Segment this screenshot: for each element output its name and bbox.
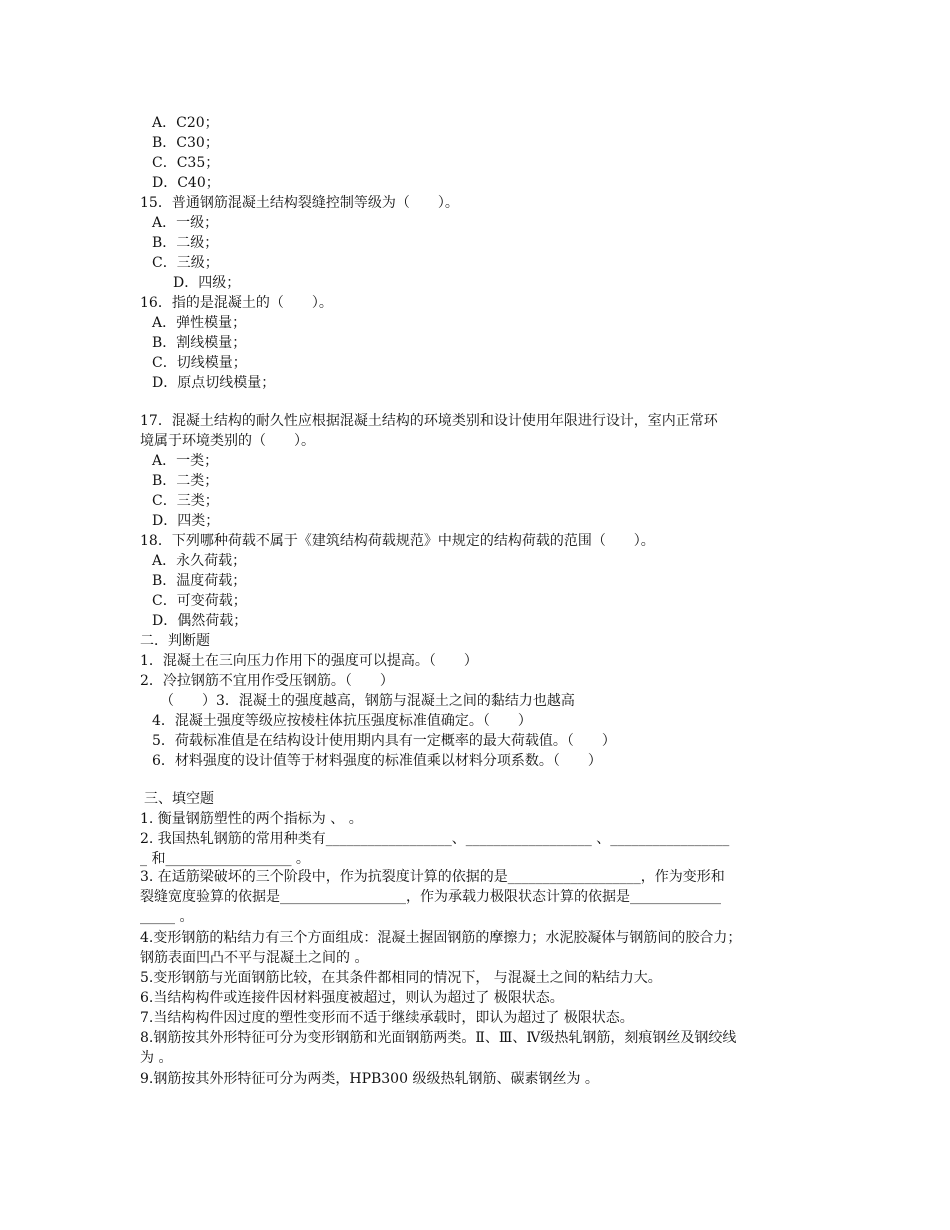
q17-question-line1: 17．混凝土结构的耐久性应根据混凝土结构的环境类别和设计使用年限进行设计，室内正常环 — [140, 413, 718, 429]
q14-option-c: C．C35； — [152, 155, 220, 171]
fill-item-9: 9.钢筋按其外形特征可分为两类，HPB300 级级热轧钢筋、碳素钢丝为 。 — [140, 1071, 599, 1087]
q17-option-c: C．三类； — [152, 493, 219, 509]
q14-option-b: B．C30； — [152, 135, 219, 151]
q16-option-a: A．弹性模量； — [152, 315, 247, 331]
q18-option-b: B．温度荷载； — [152, 573, 247, 589]
fill-item-8-line1: 8.钢筋按其外形特征可分为变形钢筋和光面钢筋两类。Ⅱ、Ⅲ、Ⅳ级热轧钢筋，刻痕钢丝及钢绞线 — [140, 1030, 737, 1046]
q16-option-c: C．切线模量； — [152, 355, 247, 371]
fill-item-7: 7.当结构构件因过度的塑性变形而不适于继续承载时，即认为超过了 极限状态。 — [140, 1010, 634, 1026]
fill-item-3-line3: _____ 。 — [140, 909, 194, 925]
q17-option-b: B．二类； — [152, 473, 219, 489]
q15-option-d: D．四级； — [173, 275, 241, 291]
tf-item-4: 4．混凝土强度等级应按棱柱体抗压强度标准值确定。（ ） — [152, 713, 532, 729]
q16-option-d: D．原点切线模量； — [152, 375, 276, 391]
q15-option-c: C．三级； — [152, 255, 219, 271]
tf-item-3: （ ）3．混凝土的强度越高，钢筋与混凝土之间的黏结力也越高 — [160, 693, 575, 709]
section-fill-blank-heading: 三、填空题 — [144, 791, 214, 807]
q17-option-d: D．四类； — [152, 513, 220, 529]
q14-option-d: D．C40； — [152, 175, 220, 191]
tf-item-5: 5．荷载标准值是在结构设计使用期内具有一定概率的最大荷载值。（ ） — [152, 733, 616, 749]
fill-item-4-line2: 钢筋表面凹凸不平与混凝土之间的 。 — [140, 950, 369, 966]
tf-item-6: 6．材料强度的设计值等于材料强度的标准值乘以材料分项系数。（ ） — [152, 753, 602, 769]
q16-option-b: B．割线模量； — [152, 335, 247, 351]
fill-item-2-line1: 2. 我国热轧钢筋的常用种类有__________________、__________________ 、_________________ — [140, 831, 730, 847]
q15-option-a: A．一级； — [152, 215, 219, 231]
q18-option-c: C．可变荷载； — [152, 593, 247, 609]
q15-option-b: B．二级； — [152, 235, 219, 251]
section-true-false-heading: 二．判断题 — [140, 633, 210, 649]
fill-item-5: 5.变形钢筋与光面钢筋比较，在其条件都相同的情况下， 与混凝土之间的粘结力大。 — [140, 970, 662, 986]
q17-option-a: A．一类； — [152, 453, 219, 469]
tf-item-1: 1．混凝土在三向压力作用下的强度可以提高。（ ） — [140, 653, 478, 669]
fill-item-2-line2: _ 和__________________ 。 — [140, 851, 310, 867]
tf-item-2: 2．冷拉钢筋不宜用作受压钢筋。（ ） — [140, 673, 394, 689]
fill-item-1: 1. 衡量钢筋塑性的两个指标为 、 。 — [140, 811, 363, 827]
q18-question: 18．下列哪种荷载不属于《建筑结构荷载规范》中规定的结构荷载的范围（ ）。 — [140, 533, 655, 549]
q18-option-a: A．永久荷载； — [152, 553, 247, 569]
q18-option-d: D．偶然荷载； — [152, 613, 248, 629]
q14-option-a: A．C20； — [152, 115, 219, 131]
q17-question-line2: 境属于环境类别的（ ）。 — [140, 433, 315, 449]
fill-item-8-line2: 为 。 — [140, 1050, 173, 1066]
fill-item-6: 6.当结构构件或连接件因材料强度被超过，则认为超过了 极限状态。 — [140, 990, 564, 1006]
q16-question: 16．指的是混凝土的（ ）。 — [140, 295, 333, 311]
fill-item-4-line1: 4.变形钢筋的粘结力有三个方面组成：混凝土握固钢筋的摩擦力；水泥胶凝体与钢筋间的胶合力； — [140, 930, 742, 946]
fill-item-3-line2: 裂缝宽度验算的依据是__________________，作为承载力极限状态计算的依据是_____________ — [140, 889, 721, 905]
q15-question: 15．普通钢筋混凝土结构裂缝控制等级为（ ）。 — [140, 195, 459, 211]
fill-item-3-line1: 3. 在适筋梁破坏的三个阶段中，作为抗裂度计算的依据的是___________________，作为变形和 — [140, 869, 725, 885]
